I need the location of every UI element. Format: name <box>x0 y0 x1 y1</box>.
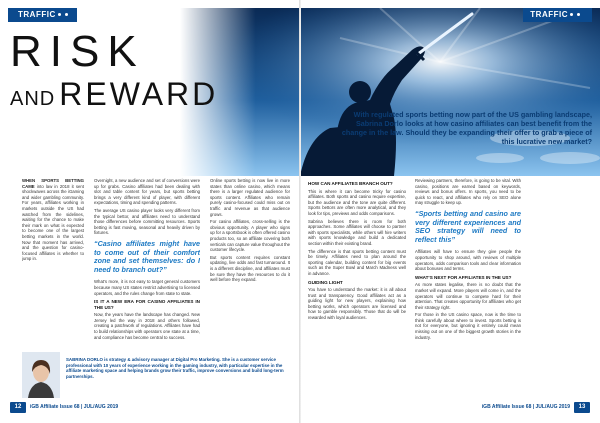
paragraph: The average US casino player looks very different from the typical bettor, and affiliates need to understand those differences before committing resources. Sports betting is fast moving, seasonal and heavily driven by fixtures. <box>94 207 200 236</box>
body-column-1 <box>22 178 84 341</box>
footer-left: iGB Affiliate Issue 68 | JUL/AUG 2019 <box>30 404 119 410</box>
paragraph <box>22 178 84 262</box>
paragraph: Online sports betting is now live in more states than online casino, which means there is a larger regulated audience for sports content. Affiliates who remain purely casino-focused could miss out on traffic and revenue as that audience grows. <box>210 178 290 217</box>
title-line-2 <box>10 78 220 115</box>
footer-right: iGB Affiliate Issue 68 | JUL/AUG 2019 <box>481 404 570 410</box>
article-title <box>10 27 220 115</box>
paragraph: Overnight, a new audience and set of conversions were up for grabs. Casino affiliates had been dealing with slot and table content for years, but sports betting brings a very different kind of player, with different expectations, timing and spending patterns. <box>94 178 200 206</box>
body-column-5 <box>415 178 521 400</box>
subheading: IS IT A NEW ERA FOR CASINO AFFILIATES IN THE US? <box>94 299 200 310</box>
body-column-2 <box>94 178 200 353</box>
pull-quote: “Sports betting and casino are very different experiences and SEO strategy will need to reflect this” <box>415 208 521 244</box>
section-tab-left <box>8 8 77 22</box>
author-bio: SABRINA DORLO is strategy & advisory manager at Digital Pro Marketing. She is a customer service professional with 10 years of experience working in the gaming industry, with particular expertise in the affiliate marketing space and helping brands grow their traffic, improve conversions and build long-term partnerships. <box>66 357 284 379</box>
hero-illustration <box>180 8 600 176</box>
body-column-3 <box>210 178 290 353</box>
title-reward: REWARD <box>59 76 219 112</box>
author-portrait-icon <box>22 352 60 398</box>
paragraph: You have to understand the market: it is all about trust and transparency. Good affiliates act as a guiding light for new players, explaining how betting works, which operators are licensed and how to gamble responsibly. Those that do will be rewarded with loyal audiences. <box>308 287 406 321</box>
lead-in: WHEN SPORTS BETTING CAME <box>22 178 84 189</box>
body-column-4 <box>308 178 406 400</box>
paragraph: What’s more, it is not easy to target general customers because many US states restrict advertising to licensed operators, and the rules change from state to state. <box>94 279 200 296</box>
dot-icon <box>570 13 573 16</box>
paragraph: As more states legalise, there is no doubt that the market will expand. More players will come in, and the operators will continue to compete hard for their attention. That creates opportunity for affiliates who get their strategy right. <box>415 282 521 310</box>
paragraph: For those in the US casino space, now is the time to think carefully about where to invest. Sports betting is not for everyone, but ignoring it entirely could mean missing out on one of the biggest growth stories in the industry. <box>415 312 521 340</box>
page-number-right: 13 <box>574 402 590 413</box>
dot-icon <box>577 13 580 16</box>
paragraph: This is where it can become tricky for casino affiliates. Both sports and casino require expertise, but the audience and the tone are quite different. Sports bettors are often more analytical, and they look for tips, previews and odds comparisons. <box>308 188 406 216</box>
paragraph: The difference is that sports betting content must be timely. Affiliates need to plan around the sporting calendar, building content for big events such as the Super Bowl and March Madness well in advance. <box>308 248 406 276</box>
section-label-left: TRAFFIC <box>18 10 56 19</box>
paragraph: Reviewing partners, therefore, is going to be vital. With casino, positions are earned based on keywords, reviews and bonus offers. In sports, you need to be quick to react, and affiliates who rely on SEO alone may struggle to keep up. <box>415 178 521 206</box>
title-line-1: RISK <box>10 27 145 76</box>
section-tab-right <box>523 8 592 22</box>
paragraph: But sports content requires constant updating, live odds and fast turnaround. It is a different discipline, and affiliates must be sure they have the resources to do it well before they expand. <box>210 254 290 283</box>
author-avatar <box>22 352 60 398</box>
standfirst: With regulated sports betting now part of the US gambling landscape, Sabrina Dorlo looks at how casino affiliates can best benefit from the change in the law. Should they be expanding their offer to grab a piece of this lucrative new market? <box>341 110 592 146</box>
page-number-left: 12 <box>10 402 26 413</box>
subheading: WHAT’S NEXT FOR AFFILIATES IN THE US? <box>415 274 512 280</box>
dot-icon <box>65 13 68 16</box>
dot-icon <box>58 13 61 16</box>
title-and: AND <box>10 88 56 110</box>
page-gutter <box>299 0 301 423</box>
paragraph: For casino affiliates, cross-selling is the obvious opportunity. A player who signs up for a sportsbook is often offered casino products too, so an affiliate covering both verticals can capture value throughout the customer lifecycle. <box>210 219 290 253</box>
subheading: GUIDING LIGHT <box>308 279 343 285</box>
paragraph: Affiliates will have to ensure they give people the opportunity to shop around, with reviews of multiple operators, odds comparison tools and clear information about bonuses and terms. <box>415 249 521 272</box>
paragraph: Now, the years have the landscape has changed. New Jersey led the way in 2018 and others followed, creating a patchwork of regulations. Affiliates have had to build relationships with operators one state at a time, and compliance has become central to success. <box>94 312 200 340</box>
paragraph: Sabrina believes there is room for both approaches. Some affiliates will choose to partner with sports specialists, while others will hire writers with sports knowledge and build a dedicated section within their existing brand. <box>308 218 406 246</box>
author-profile <box>22 352 290 400</box>
pull-quote: “Casino affiliates might have to come out of their comfort zone and set themselves: do I need to branch out?” <box>94 238 200 274</box>
paragraph-text: into law in 2018 it sent shockwaves across the iGaming and wider gambling community. For years, affiliates working in markets outside the US had watched from the sidelines, waiting for the chance to make their mark on what is expected to become one of the largest betting markets in the world. Now that moment has arrived, and the question for casino-focused affiliates is whether to jump in. <box>22 183 84 262</box>
section-label-right: TRAFFIC <box>530 10 568 19</box>
subheading: HOW CAN AFFILIATES BRANCH OUT? <box>308 181 393 186</box>
